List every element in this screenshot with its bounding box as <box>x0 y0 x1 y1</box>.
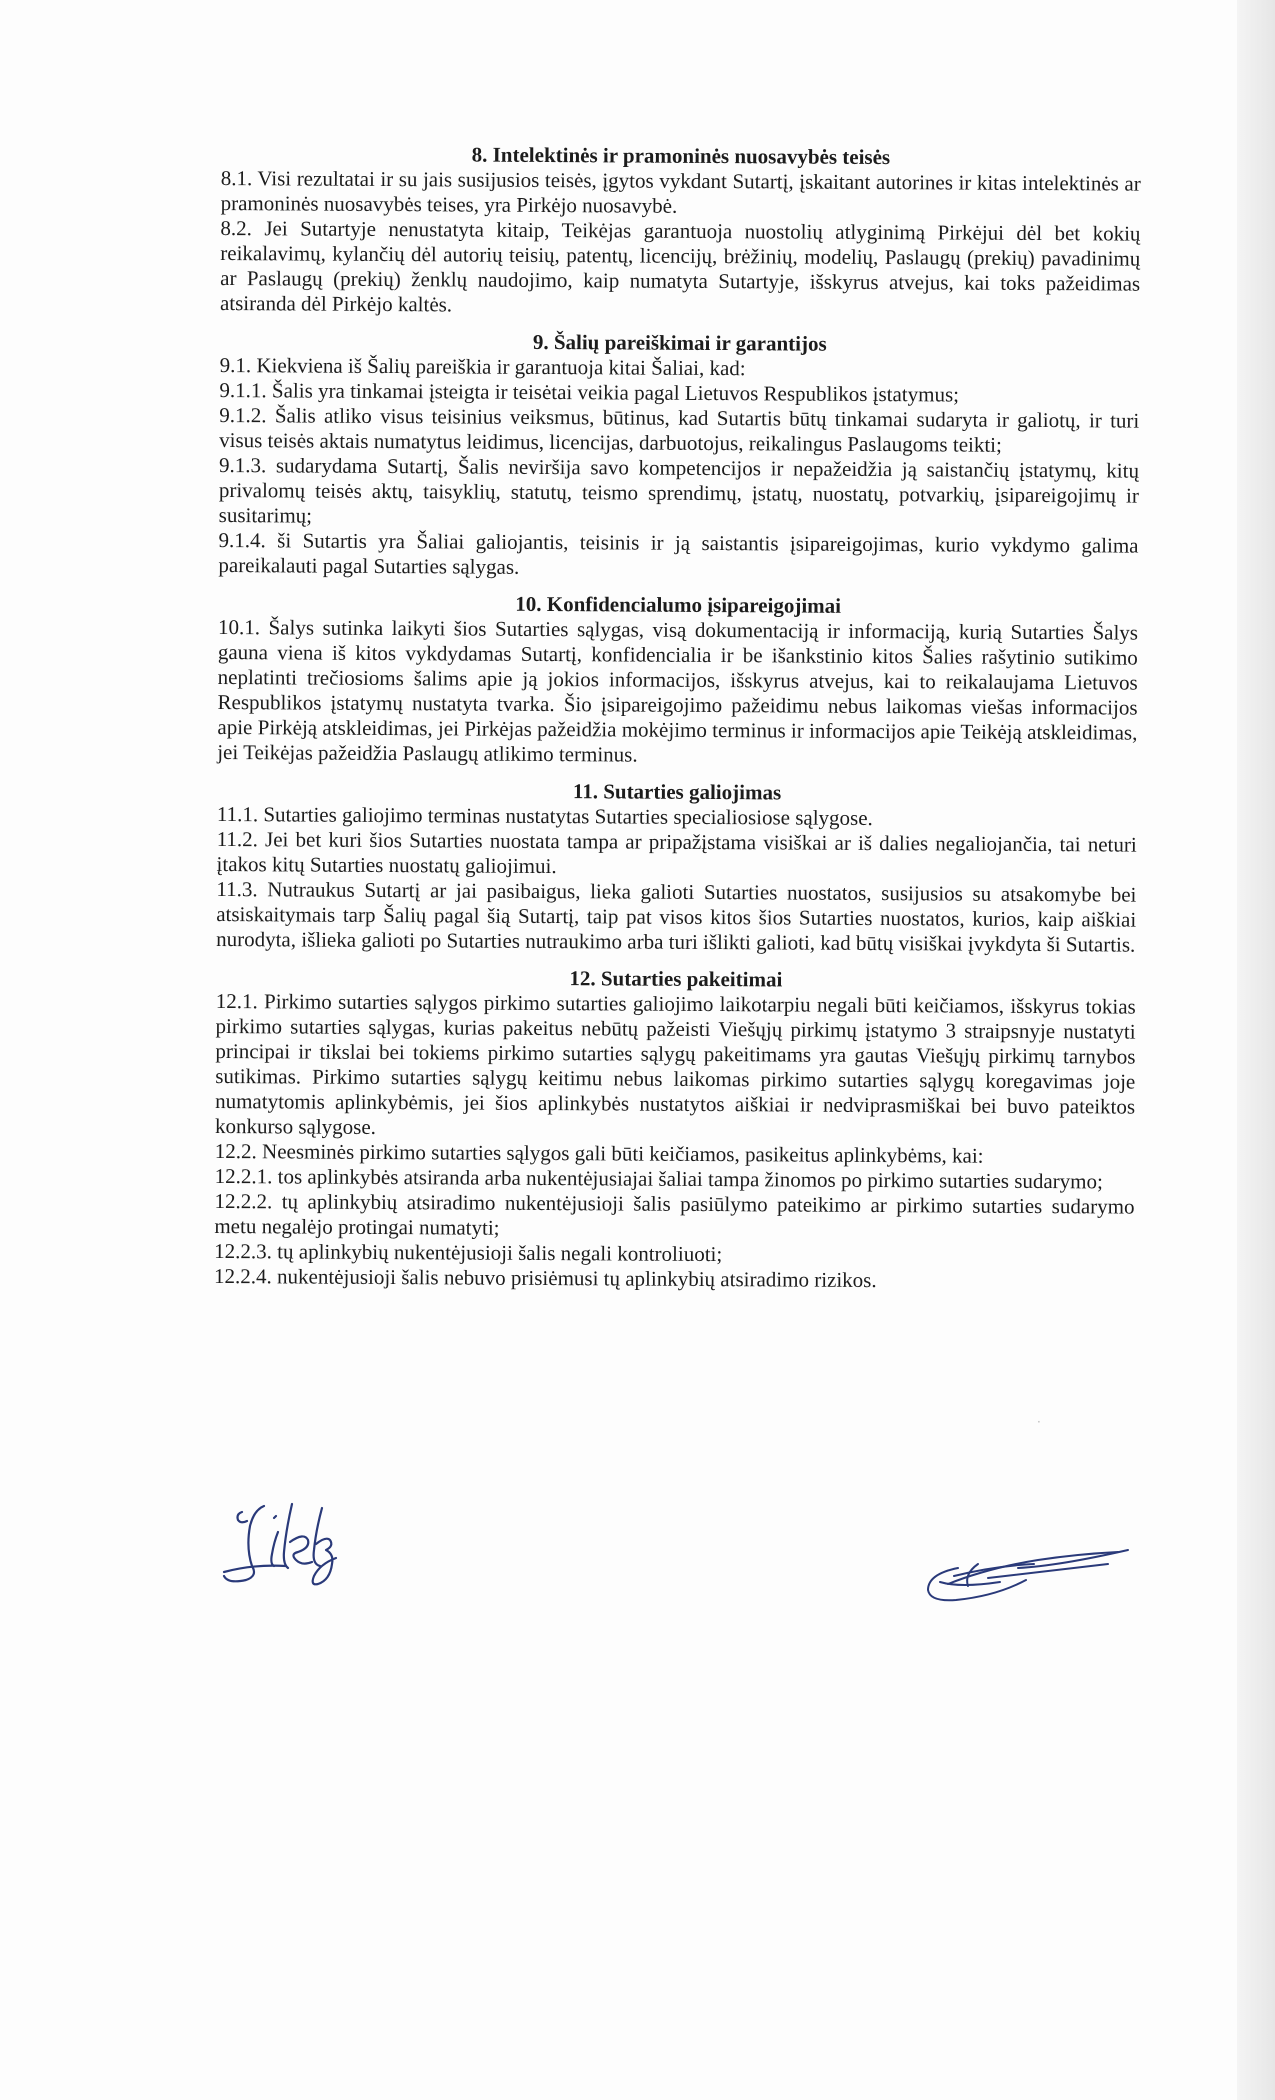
paragraph-12-2: 12.2. Neesminės pirkimo sutarties sąlygos gali būti keičiamos, pasikeitus aplinkybėms, kai: <box>214 1138 984 1168</box>
paragraph-12-2-3: 12.2.3. tų aplinkybių nukentėjusioji šalis negali kontroliuoti; <box>214 1238 723 1267</box>
document-body <box>214 141 1141 1295</box>
paragraph-9-1: 9.1. Kiekviena iš Šalių pareiškia ir garantuoja kitai Šaliai, kad: <box>219 352 746 381</box>
signature-right-icon <box>918 1538 1158 1608</box>
paragraph-10-1: 10.1. Šalys sutinka laikyti šios Sutarties sąlygas, visą dokumentaciją ir informaciją, kurią Sutarties Šalys gauna viena iš kitos vykdydamas Sutartį, konfidencialia ir be išankstinio kitos Šalies rašytinio sutikimo neplatinti trečiosioms šalims apie ją jokios informacijos, išskyrus atvejus, kai to reikalaujama Lietuvos Respublikos įstatymų nustatyta tvarka. Šio įsipareigojimo pažeidimu nebus laikomas viešas informacijos apie Pirkėją atskleidimas, jei Pirkėjas pažeidžia mokėjimo terminus ir informacijos apie Teikėją atskleidimas, jei Teikėjas pažeidžia Paslaugų atlikimo terminus. <box>217 614 1139 767</box>
paragraph-11-3: 11.3. Nutraukus Sutartį ar jai pasibaigus, lieka galioti Sutarties nuostatos, susijusios su atsakomybe bei atsiskaitymais tarp Šalių pagal šią Sutartį, taip pat visos kitos šios Sutarties nuostatos, kurios, kaip aiškiai nurodyta, išlieka galioti po Sutarties nutraukimo arba turi išlikti galioti, kad būtų visiškai įvykdyta ši Sutartis. <box>216 876 1137 957</box>
paragraph-11-2: 11.2. Jei bet kuri šios Sutarties nuostata tampa ar pripažįstama visiškai ar iš dalies negaliojančia, tai neturi įtakos kitų Sutarties nuostatų galiojimui. <box>216 826 1137 879</box>
signature-right <box>918 1538 1158 1608</box>
section-heading-9: 9. Šalių pareiškimai ir garantijos <box>532 329 827 356</box>
scan-speck: · <box>1037 1415 1041 1429</box>
paragraph-12-2-4: 12.2.4. nukentėjusioji šalis nebuvo prisiėmusi tų aplinkybių atsiradimo rizikos. <box>213 1263 877 1293</box>
paragraph-9-1-4: 9.1.4. ši Sutartis yra Šaliai galiojantis, teisinis ir ją saistantis įsipareigojimas, kurio vykdymo galima pareikalauti pagal Sutarties sąlygas. <box>218 527 1139 579</box>
section-heading-8: 8. Intelektinės ir pramoninės nuosavybės teisės <box>471 142 891 170</box>
paragraph-12-2-1: 12.2.1. tos aplinkybės atsiranda arba nukentėjusiajai šaliai tampa žinomos po pirkimo sutarties sudarymo; <box>214 1163 1103 1194</box>
paragraph-9-1-3: 9.1.3. sudarydama Sutartį, Šalis neviršija savo kompetencijos ir nepažeidžia ją saistančių įstatymų, kitų privalomų teisės aktų, taisyklių, statutų, teismo sprendimų, įstatų, nuostatų, potvarkių, įsipareigojimų ir susitarimų; <box>218 452 1140 528</box>
paragraph-9-1-1: 9.1.1. Šalis yra tinkamai įsteigta ir teisėtai veikia pagal Lietuvos Respublikos įstatymus; <box>219 377 960 407</box>
signature-left <box>212 1494 382 1604</box>
signature-left-icon <box>212 1494 382 1604</box>
section-heading-12: 12. Sutarties pakeitimai <box>569 966 783 992</box>
section-heading-11: 11. Sutarties galiojimas <box>572 779 782 805</box>
paragraph-11-1: 11.1. Sutarties galiojimo terminas nustatytas Sutarties specialiosiose sąlygose. <box>216 801 873 830</box>
paragraph-8-2: 8.2. Jei Sutartyje nenustatyta kitaip, Teikėjas garantuoja nuostolių atlyginimą Pirkėjui dėl bet kokių reikalavimų, kylančių dėl autorių teisių, patentų, licencijų, brėžinių, modelių, Paslaugų (prekių) pavadinimų ar Paslaugų (prekių) ženklų naudojimo, kaip numatyta Sutartyje, išskyrus atvejus, kai toks pažeidimas atsiranda dėl Pirkėjo kaltės. <box>219 215 1141 317</box>
paragraph-8-1: 8.1. Visi rezultatai ir su jais susijusios teisės, įgytos vykdant Sutartį, įskaitant autorines ir kitas intelektinės ar pramoninės nuosavybės teises, yra Pirkėjo nuosavybė. <box>220 165 1141 218</box>
paragraph-12-2-2: 12.2.2. tų aplinkybių atsiradimo nukentėjusioji šalis pasiūlymo pateikimo ar pirkimo sutarties sudarymo metu negalėjo protingai numatyti; <box>214 1188 1135 1240</box>
section-heading-10: 10. Konfidencialumo įsipareigojimai <box>515 591 842 618</box>
paragraph-9-1-2: 9.1.2. Šalis atliko visus teisinius veiksmus, būtinus, kad Sutartis būtų tinkamai sudaryta ir galiotų, ir turi visus teisės aktais numatytus leidimus, licencijas, darbuotojus, reikalingus Paslaugoms teikti; <box>219 402 1140 457</box>
scan-edge-shadow <box>1237 0 1275 2100</box>
paragraph-12-1: 12.1. Pirkimo sutarties sąlygos pirkimo sutarties galiojimo laikotarpiu negali būti keičiamos, išskyrus tokias pirkimo sutarties sąlygas, kurias pakeitus nebūtų pažeisti Viešųjų pirkimų įstatymo 3 straipsnyje nustatyti principai ir tikslai bei tokiems pirkimo sutarties sąlygų pakeitimams yra gautas Viešųjų pirkimų tarnybos sutikimas. Pirkimo sutarties sąlygų keitimu nebus laikomas pirkimo sutarties sąlygų koregavimas joje numatytomis aplinkybėmis, jei šios aplinkybės nustatytos aiškiai ir nedviprasmiškai bei buvo pateiktos konkurso sąlygose. <box>214 988 1136 1139</box>
